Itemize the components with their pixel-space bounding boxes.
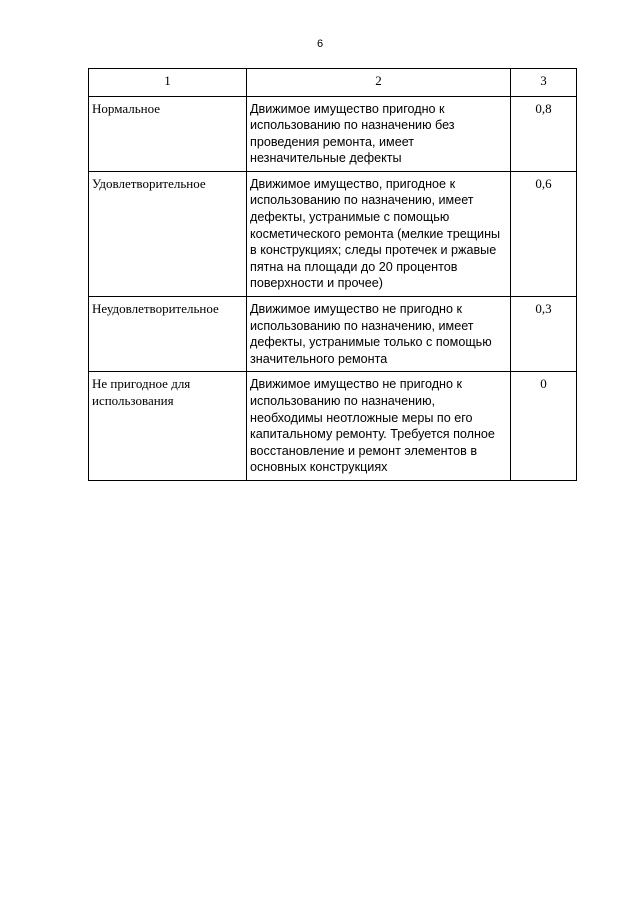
table-body (89, 96, 577, 480)
coefficient-cell: 0,6 (511, 171, 577, 296)
table-row (89, 297, 577, 372)
description-cell: Движимое имущество не пригодно к использованию по назначению, необходимы неотложные меры по его капитальному ремонту. Требуется полное восстановление и ремонт элементов в основных конструкциях (247, 372, 511, 481)
description-cell: Движимое имущество не пригодно к использованию по назначению, имеет дефекты, устранимые только с помощью значительного ремонта (247, 297, 511, 372)
coefficient-cell: 0 (511, 372, 577, 481)
coefficient-cell: 0,8 (511, 96, 577, 171)
table-header (89, 69, 577, 97)
column-header-3: 3 (511, 69, 577, 97)
state-cell: Не пригодное для использования (89, 372, 247, 481)
description-cell: Движимое имущество, пригодное к использованию по назначению, имеет дефекты, устранимые с помощью косметического ремонта (мелкие трещины в конструкциях; следы протечек и ржавые пятна на площади до 20 процентов поверхности и прочее) (247, 171, 511, 296)
description-cell: Движимое имущество пригодно к использованию по назначению без проведения ремонта, имеет незначительные дефекты (247, 96, 511, 171)
column-header-2: 2 (247, 69, 511, 97)
state-cell: Неудовлетворительное (89, 297, 247, 372)
column-header-1: 1 (89, 69, 247, 97)
table-row (89, 372, 577, 481)
state-cell: Нормальное (89, 96, 247, 171)
page-number: 6 (316, 38, 324, 50)
condition-table (88, 68, 577, 481)
state-cell: Удовлетворительное (89, 171, 247, 296)
table-row (89, 96, 577, 171)
table-header-row (89, 69, 577, 97)
coefficient-cell: 0,3 (511, 297, 577, 372)
table-row (89, 171, 577, 296)
